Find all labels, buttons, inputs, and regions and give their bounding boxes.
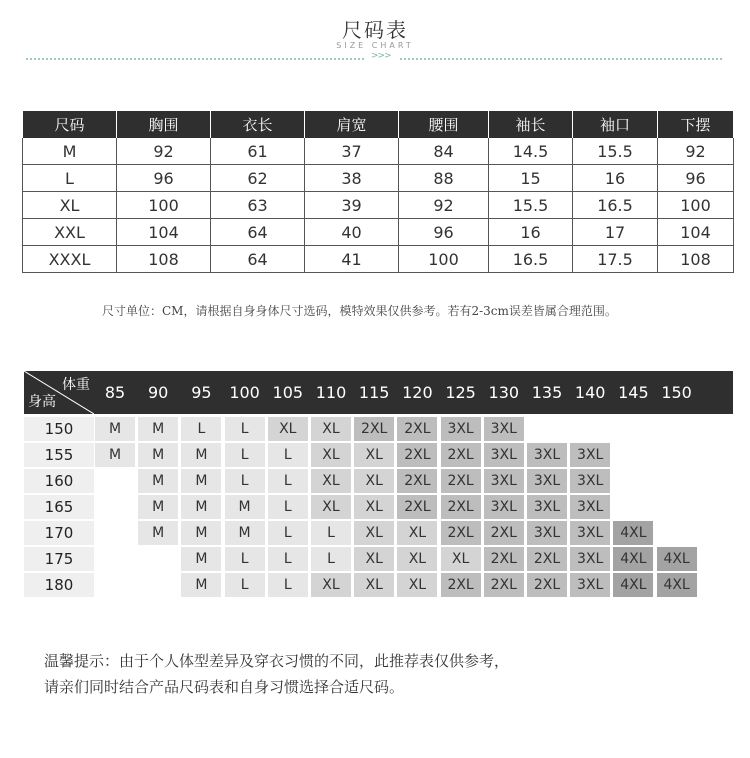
size-recommend-cell: XL bbox=[354, 495, 394, 519]
size-cell: 15.5 bbox=[489, 192, 573, 219]
size-cell: 17 bbox=[573, 219, 658, 246]
size-cell: L bbox=[23, 165, 117, 192]
size-recommend-cell: XL bbox=[311, 417, 351, 441]
size-recommend-cell: L bbox=[268, 469, 308, 493]
size-cell: 62 bbox=[211, 165, 305, 192]
size-cell: 39 bbox=[305, 192, 399, 219]
size-cell: 16.5 bbox=[489, 246, 573, 273]
size-col-header: 尺码 bbox=[23, 111, 117, 139]
size-cell: 96 bbox=[399, 219, 489, 246]
table-row bbox=[23, 138, 734, 165]
size-recommend-cell: 3XL bbox=[527, 495, 567, 519]
size-cell: 16 bbox=[489, 219, 573, 246]
size-recommend-cell: XL bbox=[311, 469, 351, 493]
size-recommend-cell: 3XL bbox=[484, 495, 524, 519]
size-recommend-cell: 3XL bbox=[527, 469, 567, 493]
size-col-header: 胸围 bbox=[117, 111, 211, 139]
size-cell: 92 bbox=[117, 138, 211, 165]
size-cell: 38 bbox=[305, 165, 399, 192]
size-table bbox=[22, 110, 734, 273]
size-recommend-cell: XL bbox=[354, 443, 394, 467]
size-recommend-cell: 3XL bbox=[484, 469, 524, 493]
size-col-header: 衣长 bbox=[211, 111, 305, 139]
page-title: 尺码表 bbox=[342, 18, 408, 42]
weight-header: 125 bbox=[445, 383, 476, 402]
size-recommend-cell: L bbox=[311, 547, 351, 571]
size-recommend-cell: 2XL bbox=[527, 547, 567, 571]
size-cell: XXXL bbox=[23, 246, 117, 273]
size-recommend-cell: M bbox=[181, 443, 221, 467]
size-recommend-cell: M bbox=[95, 443, 135, 467]
size-cell: 96 bbox=[117, 165, 211, 192]
size-recommend-cell: XL bbox=[441, 547, 481, 571]
weight-header: 85 bbox=[104, 383, 126, 402]
size-recommend-cell: M bbox=[138, 417, 178, 441]
tip-line-1: 温馨提示：由于个人体型差异及穿衣习惯的不同，此推荐表仅供参考， bbox=[44, 652, 510, 670]
size-recommend-cell: 3XL bbox=[570, 547, 610, 571]
size-recommend-cell: L bbox=[311, 521, 351, 545]
size-recommend-cell: 3XL bbox=[527, 443, 567, 467]
size-col-header: 肩宽 bbox=[305, 111, 399, 139]
size-recommend-cell: XL bbox=[354, 573, 394, 597]
size-recommend-cell: M bbox=[181, 521, 221, 545]
size-recommend-cell: M bbox=[181, 547, 221, 571]
size-recommend-cell: 4XL bbox=[613, 547, 653, 571]
table-row bbox=[23, 192, 734, 219]
height-label: 180 bbox=[24, 573, 94, 597]
size-recommend-cell: 4XL bbox=[657, 547, 697, 571]
size-recommend-cell: XL bbox=[397, 521, 437, 545]
size-cell: 96 bbox=[658, 165, 734, 192]
size-recommend-cell: XL bbox=[311, 495, 351, 519]
size-cell: 40 bbox=[305, 219, 399, 246]
size-cell: 108 bbox=[658, 246, 734, 273]
size-recommend-cell: 3XL bbox=[527, 521, 567, 545]
size-cell: 64 bbox=[211, 219, 305, 246]
size-cell: 63 bbox=[211, 192, 305, 219]
size-recommend-cell: 2XL bbox=[484, 547, 524, 571]
size-cell: 100 bbox=[399, 246, 489, 273]
size-recommend-cell: 3XL bbox=[570, 443, 610, 467]
size-recommend-cell: 4XL bbox=[657, 573, 697, 597]
table-row bbox=[23, 219, 734, 246]
size-recommend-cell: 2XL bbox=[527, 573, 567, 597]
weight-header: 100 bbox=[229, 383, 260, 402]
weight-header: 145 bbox=[618, 383, 649, 402]
size-recommend-cell: L bbox=[225, 417, 265, 441]
size-cell: 100 bbox=[117, 192, 211, 219]
size-col-header: 下摆 bbox=[658, 111, 734, 139]
weight-header: 130 bbox=[488, 383, 520, 402]
size-recommend-cell: M bbox=[138, 521, 178, 545]
weight-header: 90 bbox=[148, 383, 169, 402]
size-cell: 15.5 bbox=[573, 138, 658, 165]
table-row bbox=[23, 165, 734, 192]
weight-header: 150 bbox=[661, 383, 692, 402]
height-label: 150 bbox=[24, 417, 94, 441]
size-recommend-cell: L bbox=[225, 469, 265, 493]
size-recommend-cell: 2XL bbox=[441, 469, 481, 493]
size-cell: XXL bbox=[23, 219, 117, 246]
weight-header: 135 bbox=[531, 383, 563, 402]
size-cell: XL bbox=[23, 192, 117, 219]
size-recommend-cell: 3XL bbox=[570, 573, 610, 597]
size-recommend-cell: XL bbox=[354, 547, 394, 571]
size-recommend-cell: M bbox=[181, 469, 221, 493]
weight-header: 110 bbox=[315, 383, 347, 402]
divider-arrows: >>> bbox=[371, 51, 391, 61]
size-cell: 16.5 bbox=[573, 192, 658, 219]
size-recommend-cell: M bbox=[138, 469, 178, 493]
size-recommend-cell: XL bbox=[311, 443, 351, 467]
size-recommend-cell: 3XL bbox=[441, 417, 481, 441]
size-cell: 61 bbox=[211, 138, 305, 165]
size-recommend-cell: L bbox=[225, 547, 265, 571]
size-recommend-cell: 2XL bbox=[397, 417, 437, 441]
size-recommend-cell: XL bbox=[311, 573, 351, 597]
size-unit-note: 尺寸单位：CM，请根据自身身体尺寸选码，模特效果仅供参考。若有2-3cm误差皆属合理范围。 bbox=[102, 304, 617, 318]
height-label: 165 bbox=[24, 495, 94, 519]
size-recommend-cell: 3XL bbox=[484, 417, 524, 441]
weight-header: 140 bbox=[574, 383, 606, 402]
weight-header: 105 bbox=[272, 383, 304, 402]
size-recommend-cell: M bbox=[95, 417, 135, 441]
size-recommend-cell: 3XL bbox=[570, 495, 610, 519]
size-recommend-cell: 3XL bbox=[484, 443, 524, 467]
size-cell: 14.5 bbox=[489, 138, 573, 165]
divider-right bbox=[400, 58, 722, 60]
size-recommend-cell: L bbox=[268, 495, 308, 519]
size-recommend-cell: XL bbox=[397, 547, 437, 571]
size-recommendation-table bbox=[24, 371, 733, 606]
size-recommend-cell: 3XL bbox=[570, 469, 610, 493]
size-recommend-cell: 2XL bbox=[397, 443, 437, 467]
size-col-header: 袖长 bbox=[489, 111, 573, 139]
size-recommend-cell: 2XL bbox=[354, 417, 394, 441]
recommendation-corner bbox=[24, 371, 94, 414]
size-recommend-cell: L bbox=[268, 521, 308, 545]
size-recommend-cell: L bbox=[268, 547, 308, 571]
size-recommend-cell: 2XL bbox=[441, 443, 481, 467]
page-subtitle: SIZE CHART bbox=[336, 41, 414, 50]
size-cell: 108 bbox=[117, 246, 211, 273]
size-recommend-cell: 2XL bbox=[397, 495, 437, 519]
size-cell: 88 bbox=[399, 165, 489, 192]
size-cell: 92 bbox=[399, 192, 489, 219]
corner-height-label: 身高 bbox=[28, 394, 56, 410]
size-recommend-cell: L bbox=[181, 417, 221, 441]
tip-line-2: 请亲们同时结合产品尺码表和自身习惯选择合适尺码。 bbox=[44, 678, 405, 696]
size-recommend-cell: 4XL bbox=[613, 521, 653, 545]
size-cell: 64 bbox=[211, 246, 305, 273]
size-cell: 41 bbox=[305, 246, 399, 273]
size-cell: 104 bbox=[658, 219, 734, 246]
size-recommend-cell: 2XL bbox=[441, 521, 481, 545]
size-col-header: 腰围 bbox=[399, 111, 489, 139]
height-label: 155 bbox=[24, 443, 94, 467]
size-recommend-cell: 2XL bbox=[441, 573, 481, 597]
size-recommend-cell: L bbox=[225, 573, 265, 597]
size-recommend-cell: L bbox=[225, 443, 265, 467]
size-recommend-cell: 2XL bbox=[484, 521, 524, 545]
size-cell: 100 bbox=[658, 192, 734, 219]
size-recommend-cell: M bbox=[181, 495, 221, 519]
size-cell: 16 bbox=[573, 165, 658, 192]
size-recommend-cell: 2XL bbox=[397, 469, 437, 493]
weight-header: 120 bbox=[402, 383, 433, 402]
divider-left bbox=[26, 58, 364, 60]
size-recommend-cell: XL bbox=[397, 573, 437, 597]
weight-header: 95 bbox=[191, 383, 212, 402]
size-cell: 84 bbox=[399, 138, 489, 165]
table-row bbox=[23, 246, 734, 273]
size-recommend-cell: L bbox=[268, 573, 308, 597]
height-label: 175 bbox=[24, 547, 94, 571]
size-recommend-cell: M bbox=[138, 495, 178, 519]
size-table-header bbox=[23, 111, 734, 139]
size-cell: 92 bbox=[658, 138, 734, 165]
size-recommend-cell: M bbox=[225, 521, 265, 545]
size-recommend-cell: M bbox=[181, 573, 221, 597]
size-cell: M bbox=[23, 138, 117, 165]
size-cell: 104 bbox=[117, 219, 211, 246]
size-recommend-cell: 2XL bbox=[441, 495, 481, 519]
size-col-header: 袖口 bbox=[573, 111, 658, 139]
size-recommend-cell: 3XL bbox=[570, 521, 610, 545]
size-recommend-cell: XL bbox=[268, 417, 308, 441]
weight-header: 115 bbox=[358, 383, 390, 402]
size-recommend-cell: L bbox=[268, 443, 308, 467]
size-recommend-cell: M bbox=[225, 495, 265, 519]
size-recommend-cell: 2XL bbox=[484, 573, 524, 597]
corner-weight-label: 体重 bbox=[62, 377, 90, 393]
size-cell: 37 bbox=[305, 138, 399, 165]
height-label: 160 bbox=[24, 469, 94, 493]
size-recommend-cell: 4XL bbox=[613, 573, 653, 597]
size-recommend-cell: XL bbox=[354, 469, 394, 493]
size-recommend-cell: M bbox=[138, 443, 178, 467]
size-cell: 17.5 bbox=[573, 246, 658, 273]
size-recommend-cell: XL bbox=[354, 521, 394, 545]
size-cell: 15 bbox=[489, 165, 573, 192]
height-label: 170 bbox=[24, 521, 94, 545]
